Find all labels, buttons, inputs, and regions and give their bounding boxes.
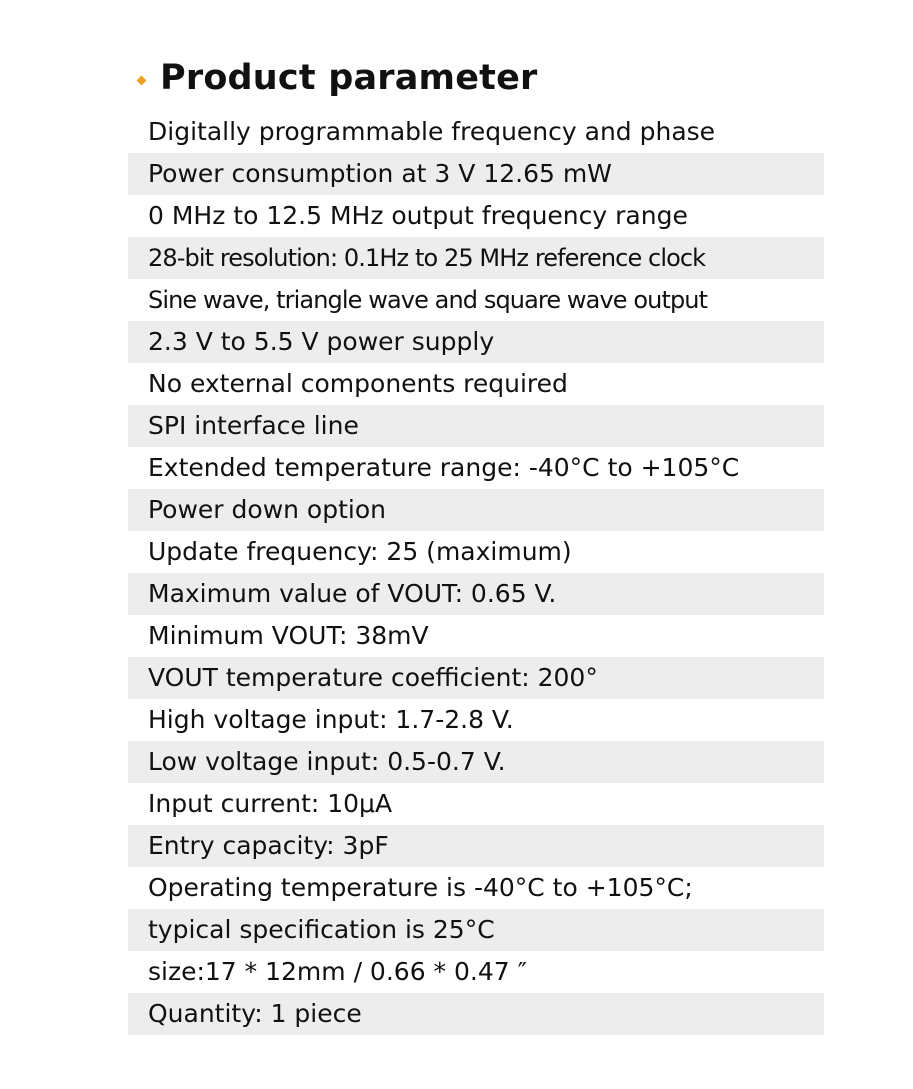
parameter-item: Power consumption at 3 V 12.65 mW: [128, 153, 824, 195]
parameter-item: Update frequency: 25 (maximum): [148, 537, 572, 566]
parameter-item: Input current: 10μA: [148, 789, 393, 818]
parameter-item: 2.3 V to 5.5 V power supply: [128, 321, 824, 363]
parameter-item: Minimum VOUT: 38mV: [148, 621, 429, 650]
parameter-list: [128, 111, 824, 1035]
section-header: [138, 54, 537, 102]
parameter-item: Entry capacity: 3pF: [128, 825, 824, 867]
parameter-item: Quantity: 1 piece: [128, 993, 824, 1035]
parameter-item: Extended temperature range: -40°C to +105°C: [148, 453, 740, 482]
page-title: Product parameter: [160, 58, 538, 98]
parameter-item: Digitally programmable frequency and phase: [148, 117, 716, 146]
parameter-item: 0 MHz to 12.5 MHz output frequency range: [148, 201, 688, 230]
parameter-item: size:17 * 12mm / 0.66 * 0.47 ″: [148, 957, 527, 986]
parameter-item: Sine wave, triangle wave and square wave output: [148, 286, 708, 314]
parameter-item: VOUT temperature coefficient: 200°: [128, 657, 824, 699]
parameter-item: SPI interface line: [128, 405, 824, 447]
diamond-bullet-icon: [137, 75, 147, 85]
parameter-item: No external components required: [148, 369, 568, 398]
parameter-item: 28-bit resolution: 0.1Hz to 25 MHz reference clock: [128, 237, 824, 279]
parameter-item: Low voltage input: 0.5-0.7 V.: [128, 741, 824, 783]
parameter-item: typical specification is 25°C: [128, 909, 824, 951]
parameter-item: Power down option: [128, 489, 824, 531]
parameter-item: High voltage input: 1.7-2.8 V.: [148, 705, 514, 734]
parameter-item: Maximum value of VOUT: 0.65 V.: [128, 573, 824, 615]
parameter-item: Operating temperature is -40°C to +105°C;: [148, 873, 693, 902]
